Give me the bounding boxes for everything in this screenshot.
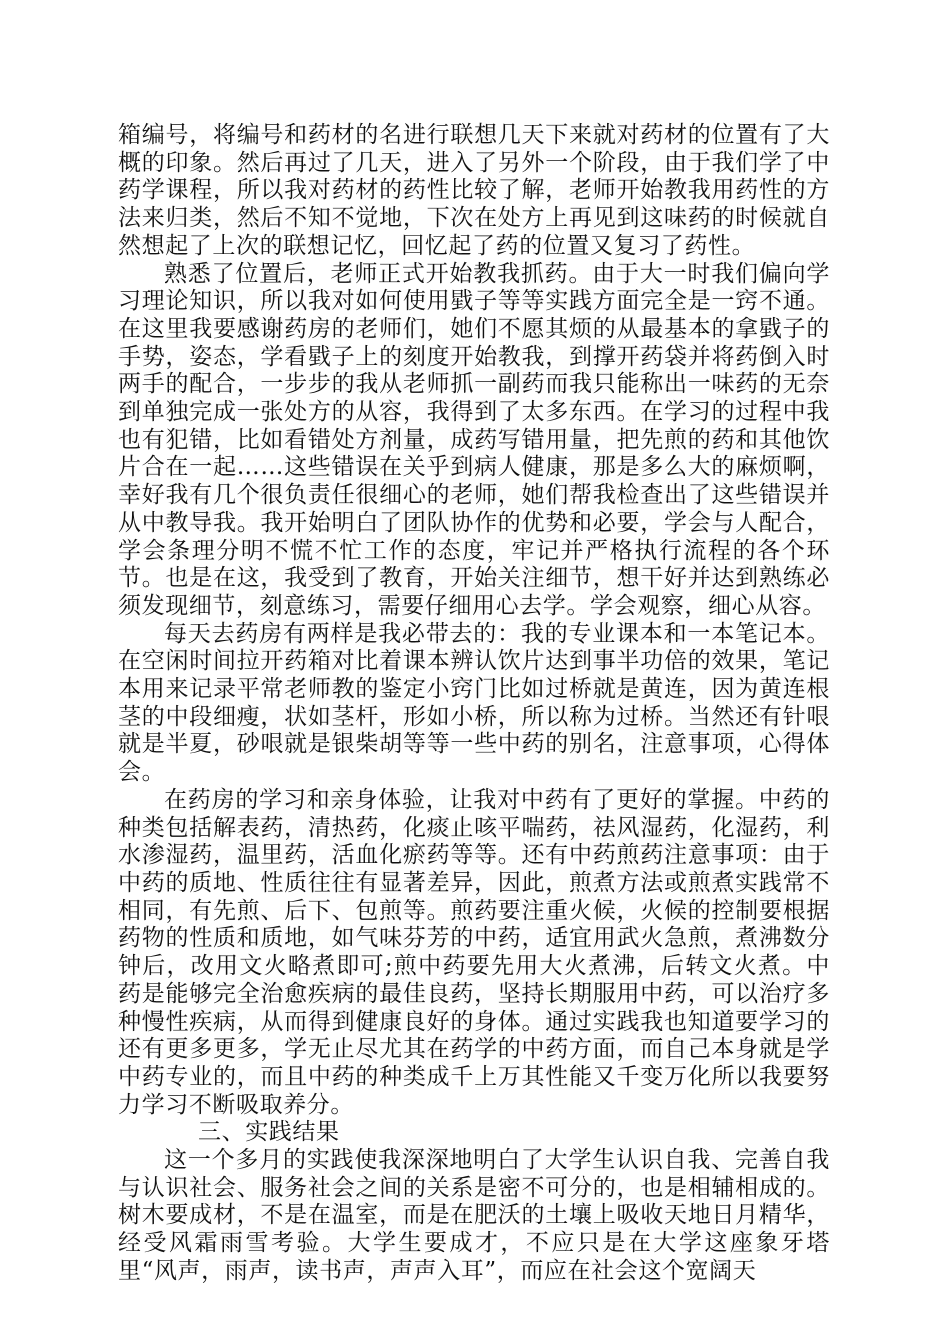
document-body (118, 122, 830, 1286)
paragraph-textbook-and-notebook: 每天去药房有两样是我必带去的：我的专业课本和一本笔记本。在空闲时间拉开药箱对比着课本辨认饮片达到事半功倍的效果，笔记本用来记录平常老师教的鉴定小窍门比如过桥就是黄连，因为黄连根茎的中段细瘦，状如茎杆，形如小桥，所以称为过桥。当然还有针哏就是半夏，砂哏就是银柴胡等等一些中药的别名，注意事项，心得体会。 (118, 620, 830, 786)
paragraph-practice-results: 这一个多月的实践使我深深地明白了大学生认识自我、完善自我与认识社会、服务社会之间的关系是密不可分的，也是相辅相成的。树木要成材，不是在温室，而是在肥沃的土壤上吸收天地日月精华，经受风霜雨雪考验。大学生要成才，不应只是在大学这座象牙塔里“风声，雨声，读书声，声声入耳”，而应在社会这个宽阔天 (118, 1147, 830, 1284)
paragraph-learning-to-dispense: 熟悉了位置后，老师正式开始教我抓药。由于大一时我们偏向学习理论知识，所以我对如何使用戥子等等实践方面完全是一窍不通。在这里我要感谢药房的老师们，她们不愿其烦的从最基本的拿戥子的手势，姿态，学看戥子上的刻度开始教我，到撑开药袋并将药倒入时两手的配合，一步步的我从老师抓一副药而我只能称出一味药的无奈到单独完成一张处方的从容，我得到了太多东西。在学习的过程中我也有犯错，比如看错处方剂量，成药写错用量，把先煎的药和其他饮片合在一起……这些错误在关乎到病人健康，那是多么大的麻烦啊，幸好我有几个很负责任很细心的老师，她们帮我检查出了这些错误并从中教导我。我开始明白了团队协作的优势和必要，学会与人配合，学会条理分明不慌不忙工作的态度，牢记并严格执行流程的各个环节。也是在这，我受到了教育，开始关注细节，想干好并达到熟练必须发现细节，刻意练习，需要仔细用心去学。学会观察，细心从容。 (118, 260, 830, 619)
paragraph-pharmacy-experience: 在药房的学习和亲身体验，让我对中药有了更好的掌握。中药的种类包括解表药，清热药，化痰止咳平喘药，祛风湿药，化湿药，利水渗湿药，温里药，活血化瘀药等等。还有中药煎药注意事项：由于中药的质地、性质往往有显著差异，因此，煎煮方法或煎煮实践常不相同，有先煎、后下、包煎等。煎药要注重火候，火候的控制要根据药物的性质和质地，如气味芬芳的中药，适宜用武火急煎，煮沸数分钟后，改用文火略煮即可;煎中药要先用大火煮沸，后转文火煮。中药是能够完全治愈疾病的最佳良药，坚持长期服用中药，可以治疗多种慢性疾病，从而得到健康良好的身体。通过实践我也知道要学习的还有更多更多，学无止尽尤其在药学的中药方面，而自己本身就是学中药专业的，而且中药的种类成千上万其性能又千变万化所以我要努力学习不断吸取养分。 (118, 786, 830, 1118)
section-heading-practice-results: 三、实践结果 (198, 1119, 340, 1146)
paragraph-continuation: 箱编号，将编号和药材的名进行联想几天下来就对药材的位置有了大概的印象。然后再过了几天，进入了另外一个阶段，由于我们学了中药学课程，所以我对药材的药性比较了解，老师开始教我用药性的方法来归类，然后不知不觉地，下次在处方上再见到这味药的时候就自然想起了上次的联想记忆，回忆起了药的位置又复习了药性。 (118, 122, 830, 259)
